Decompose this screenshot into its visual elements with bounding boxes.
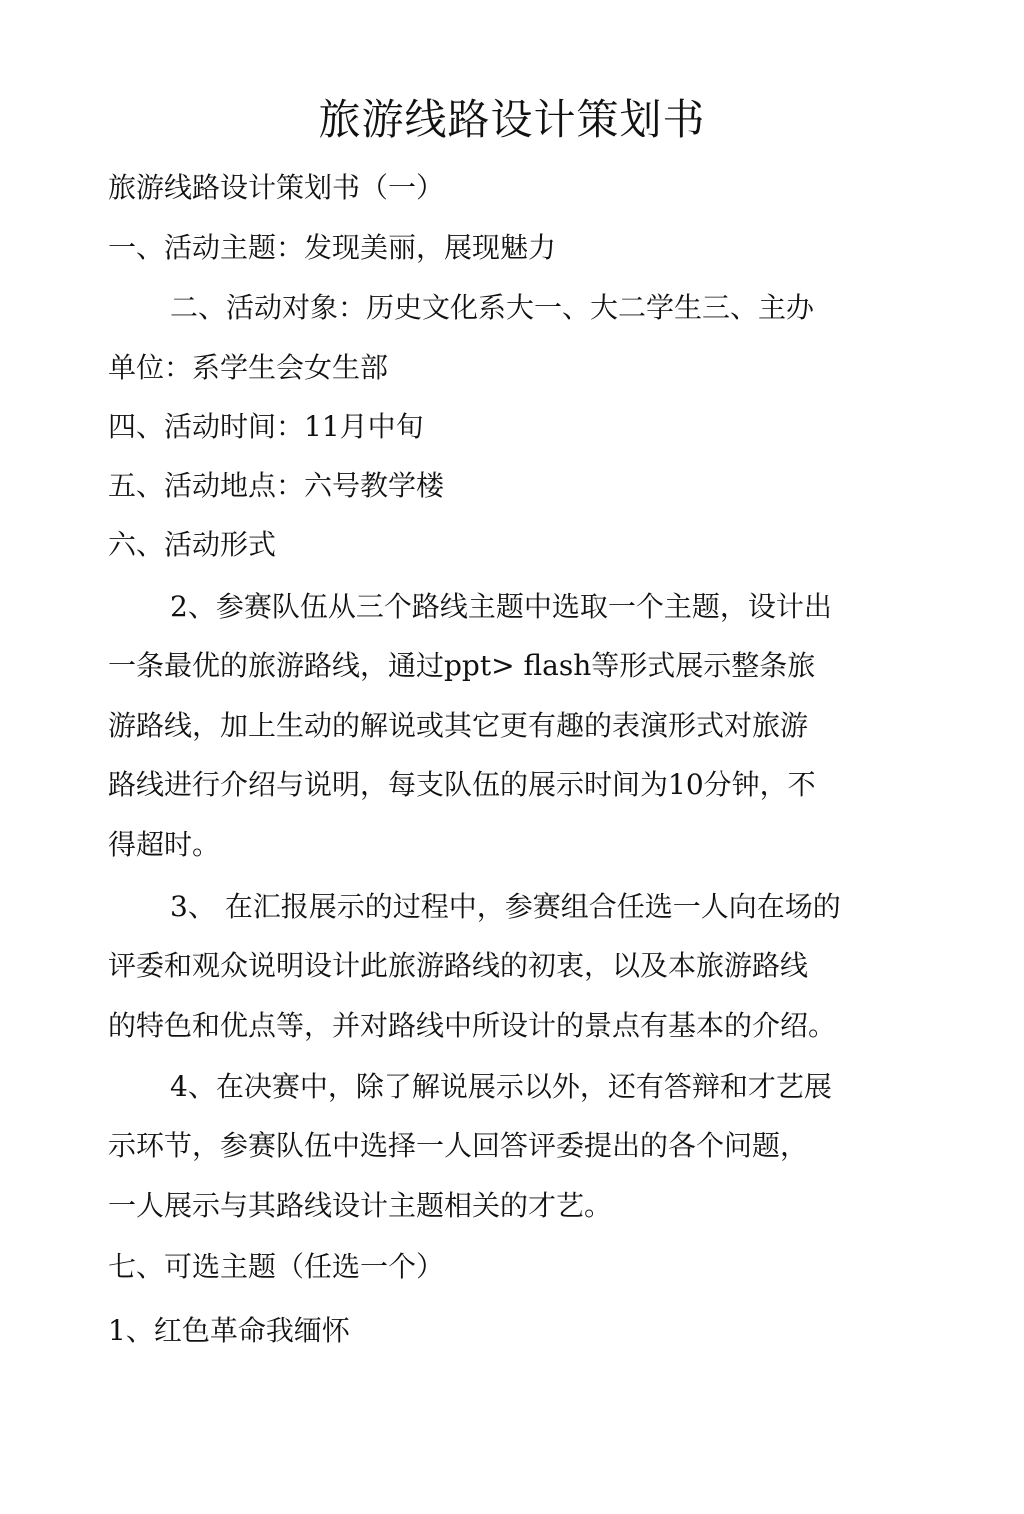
document-title: 旅游线路设计策划书 <box>318 95 706 144</box>
paragraph-line: 2、参赛队伍从三个路线主题中选取一个主题，设计出 <box>170 590 832 623</box>
activity-time-line: 四、活动时间：11月中旬 <box>108 410 424 443</box>
activity-target-line: 二、活动对象：历史文化系大一、大二学生三、主办 <box>170 291 815 324</box>
paragraph-line: 示环节，参赛队伍中选择一人回答评委提出的各个问题， <box>108 1129 809 1162</box>
paragraph-line: 路线进行介绍与说明，每支队伍的展示时间为10分钟，不 <box>108 768 816 801</box>
paragraph-line: 3、 在汇报展示的过程中，参赛组合任选一人向在场的 <box>170 890 841 923</box>
paragraph-line: 得超时。 <box>108 828 221 861</box>
optional-themes-heading: 七、可选主题（任选一个） <box>108 1250 445 1283</box>
theme-item: 1、红色革命我缅怀 <box>108 1314 350 1347</box>
activity-location-line: 五、活动地点：六号教学楼 <box>108 469 445 502</box>
paragraph-line: 一人展示与其路线设计主题相关的才艺。 <box>108 1189 613 1222</box>
paragraph-line: 一条最优的旅游路线，通过ppt> flash等形式展示整条旅 <box>108 649 816 682</box>
organizer-line: 单位：系学生会女生部 <box>108 351 389 384</box>
activity-theme-line: 一、活动主题：发现美丽，展现魅力 <box>108 231 557 264</box>
paragraph-line: 4、在决赛中，除了解说展示以外，还有答辩和才艺展 <box>170 1070 832 1103</box>
subtitle-line: 旅游线路设计策划书（一） <box>108 171 445 204</box>
activity-format-heading: 六、活动形式 <box>108 528 277 561</box>
paragraph-line: 的特色和优点等，并对路线中所设计的景点有基本的介绍。 <box>108 1009 837 1042</box>
paragraph-line: 游路线，加上生动的解说或其它更有趣的表演形式对旅游 <box>108 709 809 742</box>
paragraph-line: 评委和观众说明设计此旅游路线的初衷，以及本旅游路线 <box>108 949 809 982</box>
